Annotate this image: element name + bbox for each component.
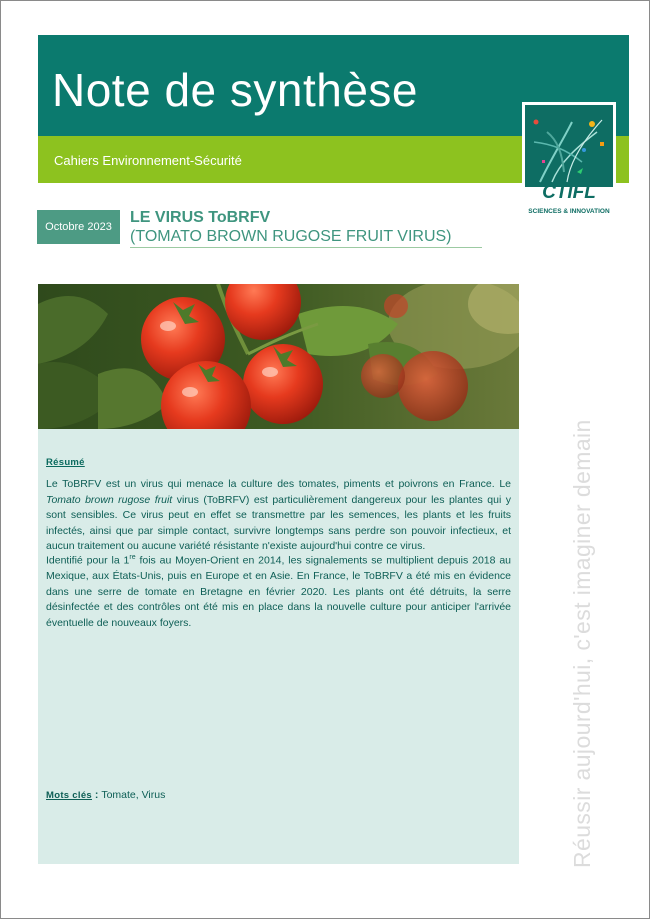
keywords-line bbox=[46, 789, 165, 801]
summary-paragraph-2 bbox=[46, 550, 511, 631]
document-subtitle: (TOMATO BROWN RUGOSE FRUIT VIRUS) bbox=[130, 228, 452, 245]
keywords-separator: : bbox=[92, 789, 102, 801]
summary-text: virus (ToBRFV) est particulièrement dangereux pour les plantes qui y sont sensibles. Ce virus peut en effet se transmettre par les semences, les plants et les fruits infectés, ainsi que par simple contact, survivre longtemps sans perdre son pouvoir infectieux, et aucun traitement ou aucune variété résistante n'existe aujourd'hui contre ce virus. bbox=[46, 493, 511, 552]
summary-heading: Résumé bbox=[46, 457, 85, 468]
logo-wordmark: CTIFL bbox=[542, 182, 596, 203]
vertical-slogan: Réussir aujourd'hui, c'est imaginer demain bbox=[569, 419, 595, 868]
summary-text: Identifié pour la 1 bbox=[46, 554, 130, 567]
document-title-block bbox=[130, 208, 482, 248]
logo-graphic bbox=[522, 102, 616, 216]
summary-italic-text: Tomato brown rugose fruit bbox=[46, 493, 173, 506]
summary-text: fois au Moyen-Orient en 2014, les signalements se multiplient depuis 2018 au Mexique, aux États-Unis, puis en Europe et en Asie. En France, le ToBRFV a été mis en évidence dans une serre de tomate en Bretagne en février 2020. Les plants ont été détruits, la serre désinfectée et des contrôles ont été mis en place dans la nouvelle culture pour anticiper l'arrivée éventuelle de nouveaux foyers. bbox=[46, 554, 511, 629]
ctifl-logo bbox=[522, 102, 616, 216]
series-subtitle: Cahiers Environnement-Sécurité bbox=[54, 153, 242, 168]
tomato-plant-photo bbox=[38, 284, 519, 429]
document-title: LE VIRUS ToBRFV bbox=[130, 209, 271, 226]
summary-text: Le ToBRFV est un virus qui menace la culture des tomates, piments et poivrons en France. Le bbox=[46, 478, 511, 490]
logo-tagline: SCIENCES & INNOVATION bbox=[528, 208, 610, 215]
keywords-label: Mots clés bbox=[46, 790, 92, 801]
superscript: re bbox=[129, 554, 136, 561]
date-badge: Octobre 2023 bbox=[37, 210, 120, 244]
summary-panel bbox=[38, 429, 519, 864]
summary-paragraph-1 bbox=[46, 477, 511, 555]
page-title: Note de synthèse bbox=[52, 64, 419, 116]
keywords-value: Tomate, Virus bbox=[101, 789, 166, 801]
